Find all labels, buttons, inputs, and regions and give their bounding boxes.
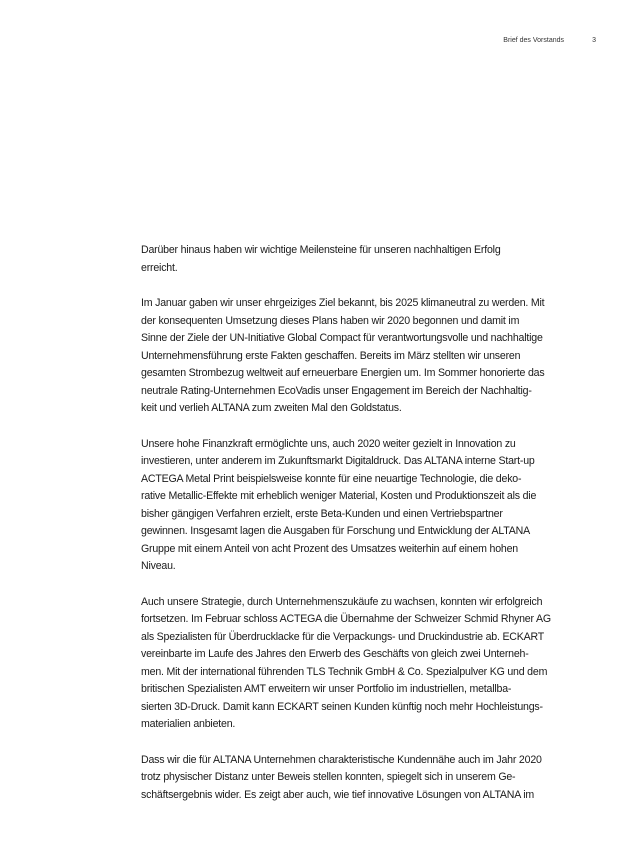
section-title: Brief des Vorstands bbox=[503, 37, 564, 44]
paragraph-climate bbox=[141, 295, 577, 418]
text-line: sierten 3D-Druck. Damit kann ECKART seinen Kunden künftig noch mehr Hochleistungs- bbox=[141, 700, 543, 713]
text-line: Niveau. bbox=[141, 560, 176, 572]
text-line: men. Mit der international führenden TLS Technik GmbH & Co. Spezialpulver KG und dem bbox=[141, 665, 548, 678]
text-line: Unternehmensführung erste Fakten geschaffen. Bereits im März stellten wir unseren bbox=[141, 349, 521, 362]
text-line: gewinnen. Insgesamt lagen die Ausgaben für Forschung und Entwicklung der ALTANA bbox=[141, 525, 530, 537]
text-line: keit und verlieh ALTANA zum zweiten Mal den Goldstatus. bbox=[141, 402, 402, 414]
page-number: 3 bbox=[592, 37, 596, 44]
text-line: erreicht. bbox=[141, 261, 178, 274]
text-line: Gruppe mit einem Anteil von acht Prozent des Umsatzes weiterhin auf einem hohen bbox=[141, 542, 518, 555]
text-line: neutrale Rating-Unternehmen EcoVadis unser Engagement im Bereich der Nachhaltig- bbox=[141, 384, 532, 397]
text-line: Im Januar gaben wir unser ehrgeiziges Ziel bekannt, bis 2025 klimaneutral zu werden. Mit bbox=[141, 297, 545, 309]
text-line: bisher gängigen Verfahren erzielt, erste Beta-Kunden und einen Vertriebspartner bbox=[141, 507, 503, 520]
paragraph-customer-proximity bbox=[141, 752, 577, 805]
text-line: investieren, unter anderem im Zukunftsmarkt Digitaldruck. Das ALTANA interne Start-up bbox=[141, 455, 535, 467]
text-line: Unsere hohe Finanzkraft ermöglichte uns, auch 2020 weiter gezielt in Innovation zu bbox=[141, 437, 516, 450]
text-line: schäftsergebnis wider. Es zeigt aber auch, wie tief innovative Lösungen von ALTANA im bbox=[141, 788, 535, 801]
text-line: trotz physischer Distanz unter Beweis stellen konnten, spiegelt sich in unserem Ge- bbox=[141, 771, 516, 783]
letter-body bbox=[141, 242, 577, 822]
paragraph-milestones bbox=[141, 242, 577, 277]
text-line: als Spezialisten für Überdrucklacke für die Verpackungs- und Druckindustrie ab. ECKART bbox=[141, 630, 545, 643]
text-line: Auch unsere Strategie, durch Unternehmenszukäufe zu wachsen, konnten wir erfolgreich bbox=[141, 595, 543, 608]
text-line: Sinne der Ziele der UN-Initiative Global Compact für verantwortungsvolle und nachhaltige bbox=[141, 332, 543, 344]
page-header bbox=[0, 36, 634, 48]
text-line: ACTEGA Metal Print beispielsweise konnte für eine neuartige Technologie, die deko- bbox=[141, 472, 522, 485]
text-line: materialien anbieten. bbox=[141, 718, 236, 730]
paragraph-acquisitions bbox=[141, 594, 577, 734]
text-line: Darüber hinaus haben wir wichtige Meilensteine für unseren nachhaltigen Erfolg bbox=[141, 244, 501, 256]
text-line: gesamten Strombezug weltweit auf erneuerbare Energien um. Im Sommer honorierte das bbox=[141, 367, 545, 379]
text-line: Dass wir die für ALTANA Unternehmen charakteristische Kundennähe auch im Jahr 2020 bbox=[141, 753, 542, 766]
text-line: rative Metallic-Effekte mit erheblich weniger Material, Kosten und Produktionszeit als die bbox=[141, 490, 537, 502]
text-line: der konsequenten Umsetzung dieses Plans haben wir 2020 begonnen und damit im bbox=[141, 314, 520, 327]
text-line: britischen Spezialisten AMT erweitern wir unser Portfolio im industriellen, metallba- bbox=[141, 683, 512, 695]
text-line: fortsetzen. Im Februar schloss ACTEGA die Übernahme der Schweizer Schmid Rhyner AG bbox=[141, 613, 551, 625]
paragraph-innovation bbox=[141, 436, 577, 576]
text-line: vereinbarte im Laufe des Jahres den Erwerb des Geschäfts von gleich zwei Unterneh- bbox=[141, 648, 529, 660]
